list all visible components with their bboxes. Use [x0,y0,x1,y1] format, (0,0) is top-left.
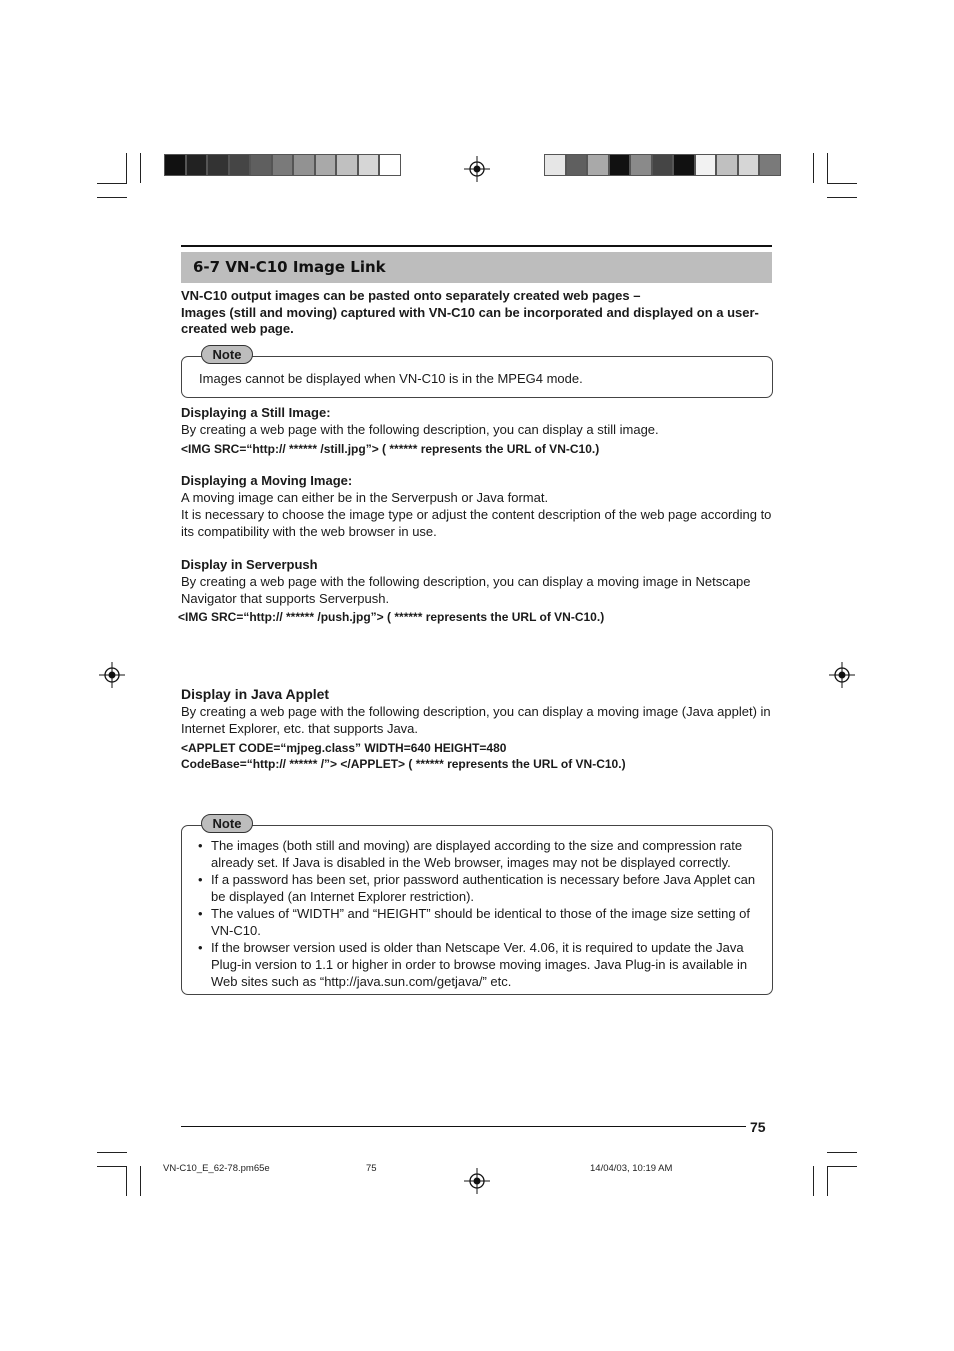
crop-mark [97,183,127,184]
java-code: <APPLET CODE=“mjpeg.class” WIDTH=640 HEIGHT=480 [181,741,507,755]
gray-scale-bar [544,154,781,176]
intro-text [181,288,773,338]
gray-swatch [293,154,315,176]
gray-swatch [630,154,652,176]
note-tag: Note [201,814,253,833]
footer-page: 75 [366,1163,377,1174]
gray-swatch [207,154,229,176]
gray-swatch [587,154,609,176]
list-item: • If the browser version used is older than Netscape Ver. 4.06, it is required to update the Java Plug-in version to 1.1 or higher in order to browse moving images. Java Plug-in is available in Web sites such as “http://java.sun.com/getjava/” etc. [198,939,758,990]
crop-mark [827,197,857,198]
gray-swatch [186,154,208,176]
registration-target-icon [464,1168,490,1194]
gray-swatch [379,154,401,176]
gray-swatch [272,154,294,176]
gray-swatch [652,154,674,176]
java-heading: Display in Java Applet [181,686,330,702]
crop-mark [813,153,814,183]
java-section [181,686,773,772]
footer-date: 14/04/03, 10:19 AM [590,1163,673,1174]
crop-mark [140,153,141,183]
moving-heading: Displaying a Moving Image: [181,473,353,488]
registration-target-icon [99,662,125,688]
note-text: Images cannot be displayed when VN-C10 is in the MPEG4 mode. [199,371,583,386]
list-item: • If a password has been set, prior password authentication is necessary before Java Applet can be displayed (an Internet Explorer restriction). [198,871,758,905]
gray-swatch [759,154,781,176]
crop-mark [126,153,127,183]
still-body: By creating a web page with the following description, you can display a still image. [181,422,659,437]
serverpush-section [181,556,773,607]
still-heading: Displaying a Still Image: [181,405,331,420]
gray-swatch [716,154,738,176]
gray-swatch [250,154,272,176]
crop-mark [140,1166,141,1196]
list-item: • The values of “WIDTH” and “HEIGHT” should be identical to those of the image size setting of VN-C10. [198,905,758,939]
gray-swatch [609,154,631,176]
gray-swatch [544,154,566,176]
crop-mark [97,1166,127,1167]
java-code: CodeBase=“http:// ****** /”> </APPLET> ( ****** represents the URL of VN-C10.) [181,756,626,771]
crop-mark [827,1152,857,1153]
crop-mark [126,1166,127,1196]
serverpush-code: <IMG SRC=“http:// ****** /push.jpg”> ( ****** represents the URL of VN-C10.) [178,610,605,624]
gray-swatch [164,154,186,176]
intro-line: Images (still and moving) captured with VN-C10 can be incorporated and displayed on a user-created web page. [181,304,759,336]
intro-line: VN-C10 output images can be pasted onto separately created web pages – [181,288,641,303]
moving-body: It is necessary to choose the image type or adjust the content description of the web page according to its compatibility with the web browser in use. [181,507,772,539]
note-list [198,837,758,990]
gray-swatch [673,154,695,176]
gray-swatch [695,154,717,176]
footer-rule [181,1126,746,1127]
crop-mark [827,1166,828,1196]
still-section [181,404,773,458]
registration-target-icon [464,156,490,182]
serverpush-body: By creating a web page with the following description, you can display a moving image in Netscape Navigator that supports Serverpush. [181,574,751,606]
gray-swatch [358,154,380,176]
registration-target-icon [829,662,855,688]
footer-file: VN-C10_E_62-78.pm65e [163,1163,270,1174]
crop-mark [827,153,828,183]
gray-swatch [229,154,251,176]
crop-mark [97,1152,127,1153]
gray-swatch [315,154,337,176]
crop-mark [827,183,857,184]
gray-swatch [566,154,588,176]
gray-scale-bar [164,154,401,176]
crop-mark [813,1166,814,1196]
moving-body: A moving image can either be in the Serverpush or Java format. [181,490,549,505]
serverpush-heading: Display in Serverpush [181,557,318,572]
gray-swatch [738,154,760,176]
java-body: By creating a web page with the following description, you can display a moving image (Java applet) in Internet Explorer, etc. that supports Java. [181,704,771,736]
still-code: <IMG SRC=“http:// ****** /still.jpg”> ( ****** represents the URL of VN-C10.) [181,442,600,456]
section-title: 6-7 VN-C10 Image Link [181,252,772,283]
moving-section [181,472,773,540]
gray-swatch [336,154,358,176]
header-rule [181,245,772,247]
note-tag: Note [201,345,253,364]
list-item: • The images (both still and moving) are displayed according to the size and compression rate already set. If Java is disabled in the Web browser, images may not be displayed correctly. [198,837,758,871]
crop-mark [827,1166,857,1167]
page-number: 75 [750,1119,766,1135]
crop-mark [97,197,127,198]
